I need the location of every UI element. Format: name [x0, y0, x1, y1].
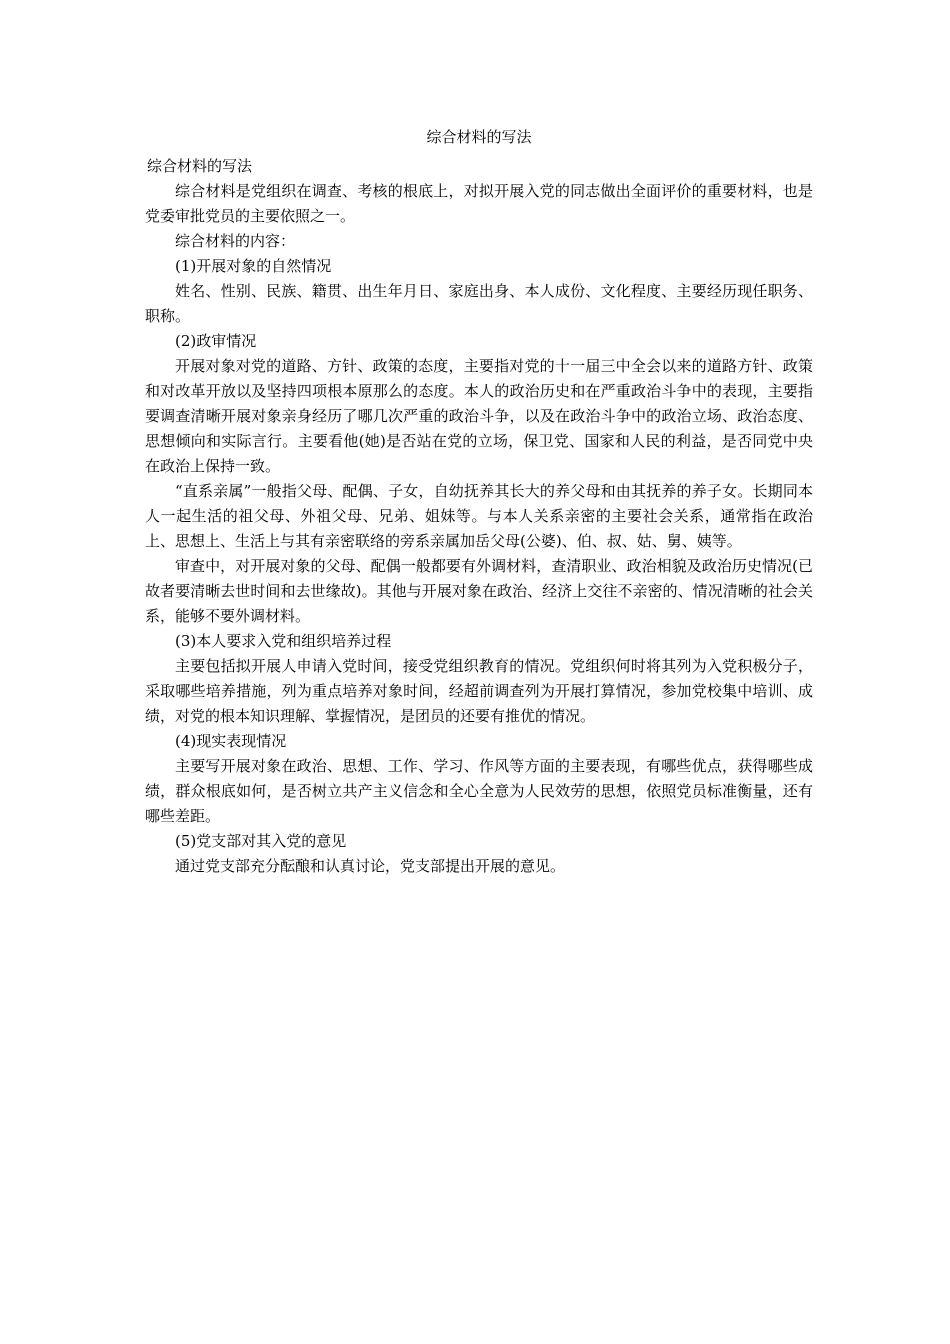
paragraph-review-materials: 审查中，对开展对象的父母、配偶一般都要有外调材料，查清职业、政治相貌及政治历史情况(已故者要清晰去世时间和去世缘故)。其他与开展对象在政治、经济上交往不亲密的、情况清晰的社会关系，能够不要外调材料。 [145, 557, 813, 625]
paragraph-political-review: 开展对象对党的道路、方针、政策的态度，主要指对党的十一届三中全会以来的道路方针、政策和对改革开放以及坚持四项根本原那么的态度。本人的政治历史和在严重政治斗争中的表现，主要指要调查清晰开展对象亲身经历了哪几次严重的政治斗争，以及在政治斗争中的政治立场、政治态度、思想倾向和实际言行。主要看他(她)是否站在党的立场，保卫党、国家和人民的利益，是否同党中央在政治上保持一致。 [145, 357, 813, 475]
section-heading-5: (5)党支部对其入党的意见 [175, 832, 347, 850]
document-page [145, 120, 813, 879]
paragraph-direct-relatives: “直系亲属”一般指父母、配偶、子女，自幼抚养其长大的养父母和由其抚养的养子女。长期同本人一起生活的祖父母、外祖父母、兄弟、姐妹等。与本人关系亲密的主要社会关系，通常指在政治上、思想上、生活上与其有亲密联络的旁系亲属加岳父母(公婆)、伯、叔、姑、舅、姨等。 [145, 482, 813, 550]
paragraph-intro: 综合材料是党组织在调查、考核的根底上，对拟开展入党的同志做出全面评价的重要材料，也是党委审批党员的主要依照之一。 [145, 182, 813, 225]
section-heading-2: (2)政审情况 [175, 332, 257, 350]
section-heading-1: (1)开展对象的自然情况 [175, 257, 332, 275]
document-subtitle: 综合材料的写法 [147, 157, 253, 175]
section-heading-3: (3)本人要求入党和组织培养过程 [175, 632, 392, 650]
paragraph-natural-info: 姓名、性别、民族、籍贯、出生年月日、家庭出身、本人成份、文化程度、主要经历现任职务、职称。 [145, 282, 813, 325]
paragraph-branch-opinion: 通过党支部充分酝酿和认真讨论，党支部提出开展的意见。 [175, 857, 566, 875]
section-heading-4: (4)现实表现情况 [175, 732, 287, 750]
paragraph-training-process: 主要包括拟开展人申请入党时间，接受党组织教育的情况。党组织何时将其列为入党积极分子，采取哪些培养措施，列为重点培养对象时间，经超前调查列为开展打算情况，参加党校集中培训、成绩，对党的根本知识理解、掌握情况，是团员的还要有推优的情况。 [145, 657, 813, 725]
paragraph-content-label: 综合材料的内容： [175, 232, 296, 250]
document-title: 综合材料的写法 [426, 128, 532, 146]
paragraph-performance: 主要写开展对象在政治、思想、工作、学习、作风等方面的主要表现，有哪些优点，获得哪些成绩，群众根底如何，是否树立共产主义信念和全心全意为人民效劳的思想，依照党员标准衡量，还有哪些差距。 [145, 757, 813, 825]
